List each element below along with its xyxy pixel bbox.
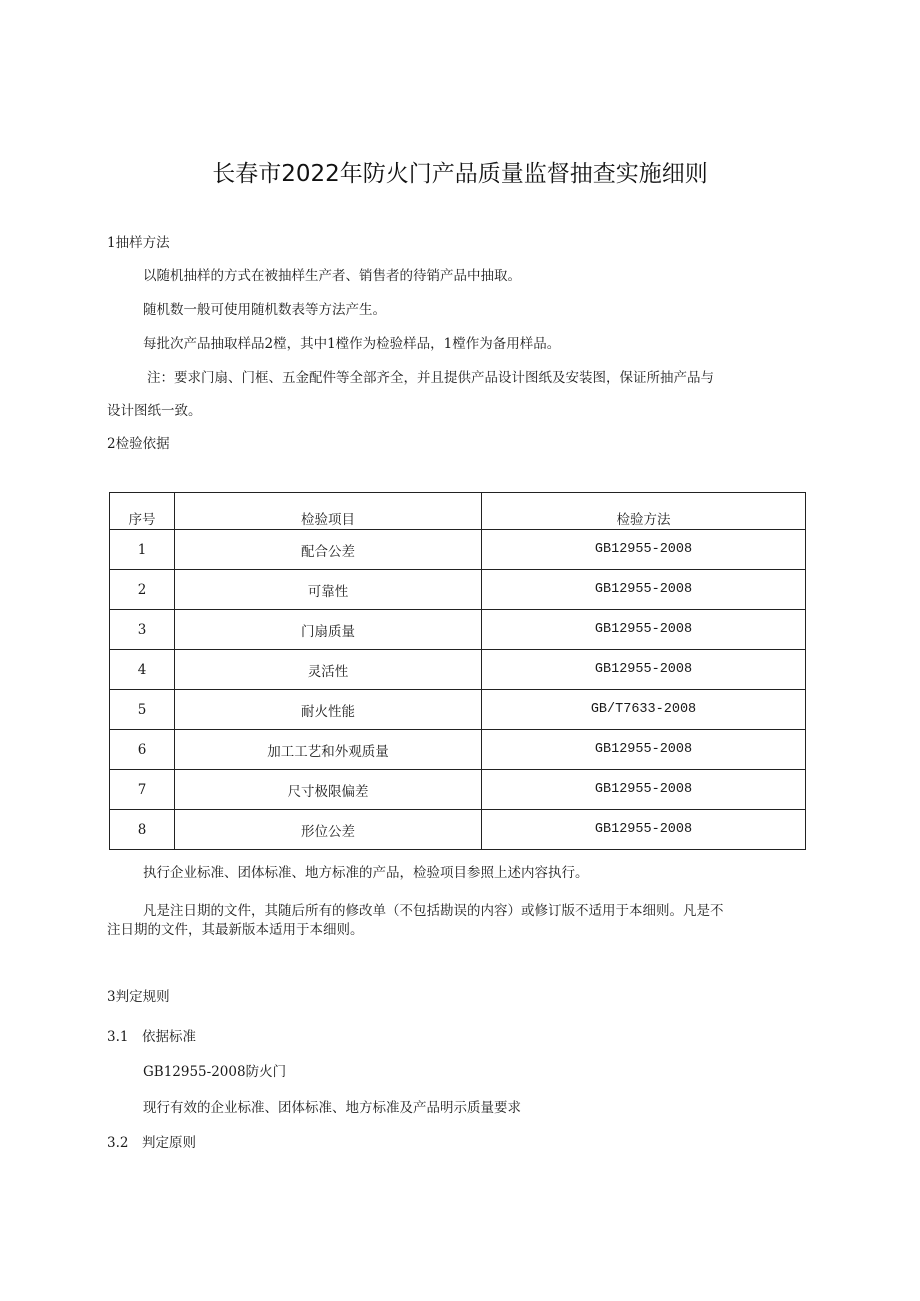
row-method: GB12955-2008 <box>482 650 806 690</box>
header-item: 检验项目 <box>175 493 482 530</box>
row-item: 门扇质量 <box>175 610 482 650</box>
table-row <box>110 770 806 810</box>
section-3-1-heading: 3.1 依据标准 <box>107 1029 196 1045</box>
row-item: 加工工艺和外观质量 <box>175 730 482 770</box>
sampling-note-line-2: 设计图纸一致。 <box>107 403 202 419</box>
inspection-table <box>109 492 806 850</box>
section-3-heading: 3判定规则 <box>107 989 170 1005</box>
row-item: 尺寸极限偏差 <box>175 770 482 810</box>
row-no: 4 <box>110 650 175 690</box>
table-header-row <box>110 493 806 530</box>
table-row <box>110 530 806 570</box>
table-row <box>110 570 806 610</box>
row-item: 形位公差 <box>175 810 482 850</box>
row-method: GB12955-2008 <box>482 530 806 570</box>
random-number-paragraph: 随机数一般可使用随机数表等方法产生。 <box>143 302 386 318</box>
header-no: 序号 <box>110 493 175 530</box>
sampling-note-line-1: 注：要求门扇、门框、五金配件等全部齐全，并且提供产品设计图纸及安装图，保证所抽产品与 <box>147 370 714 386</box>
row-method: GB12955-2008 <box>482 610 806 650</box>
row-item: 可靠性 <box>175 570 482 610</box>
table-row <box>110 610 806 650</box>
row-item: 耐火性能 <box>175 690 482 730</box>
standard-other: 现行有效的企业标准、团体标准、地方标准及产品明示质量要求 <box>143 1100 521 1116</box>
row-no: 8 <box>110 810 175 850</box>
row-method: GB/T7633-2008 <box>482 690 806 730</box>
row-no: 6 <box>110 730 175 770</box>
document-title: 长春市2022年防火门产品质量监督抽查实施细则 <box>212 161 708 187</box>
row-no: 7 <box>110 770 175 810</box>
row-no: 3 <box>110 610 175 650</box>
sample-quantity-paragraph: 每批次产品抽取样品2樘，其中1樘作为检验样品，1樘作为备用样品。 <box>143 336 561 352</box>
row-no: 5 <box>110 690 175 730</box>
table-row <box>110 730 806 770</box>
section-3-2-heading: 3.2 判定原则 <box>107 1135 196 1151</box>
section-2-heading: 2检验依据 <box>107 436 170 452</box>
section-1-heading: 1抽样方法 <box>107 235 170 251</box>
row-method: GB12955-2008 <box>482 730 806 770</box>
row-no: 2 <box>110 570 175 610</box>
standard-gb12955: GB12955-2008防火门 <box>143 1064 287 1080</box>
row-method: GB12955-2008 <box>482 810 806 850</box>
dated-document-line-1: 凡是注日期的文件，其随后所有的修改单（不包括勘误的内容）或修订版不适用于本细则。凡是不 <box>143 903 724 919</box>
header-method: 检验方法 <box>482 493 806 530</box>
table-row <box>110 690 806 730</box>
row-method: GB12955-2008 <box>482 570 806 610</box>
table-row <box>110 650 806 690</box>
table-row <box>110 810 806 850</box>
row-method: GB12955-2008 <box>482 770 806 810</box>
enterprise-standard-paragraph: 执行企业标准、团体标准、地方标准的产品，检验项目参照上述内容执行。 <box>143 865 589 881</box>
row-item: 配合公差 <box>175 530 482 570</box>
dated-document-line-2: 注日期的文件，其最新版本适用于本细则。 <box>107 922 364 938</box>
sampling-method-paragraph: 以随机抽样的方式在被抽样生产者、销售者的待销产品中抽取。 <box>143 268 521 284</box>
row-item: 灵活性 <box>175 650 482 690</box>
row-no: 1 <box>110 530 175 570</box>
